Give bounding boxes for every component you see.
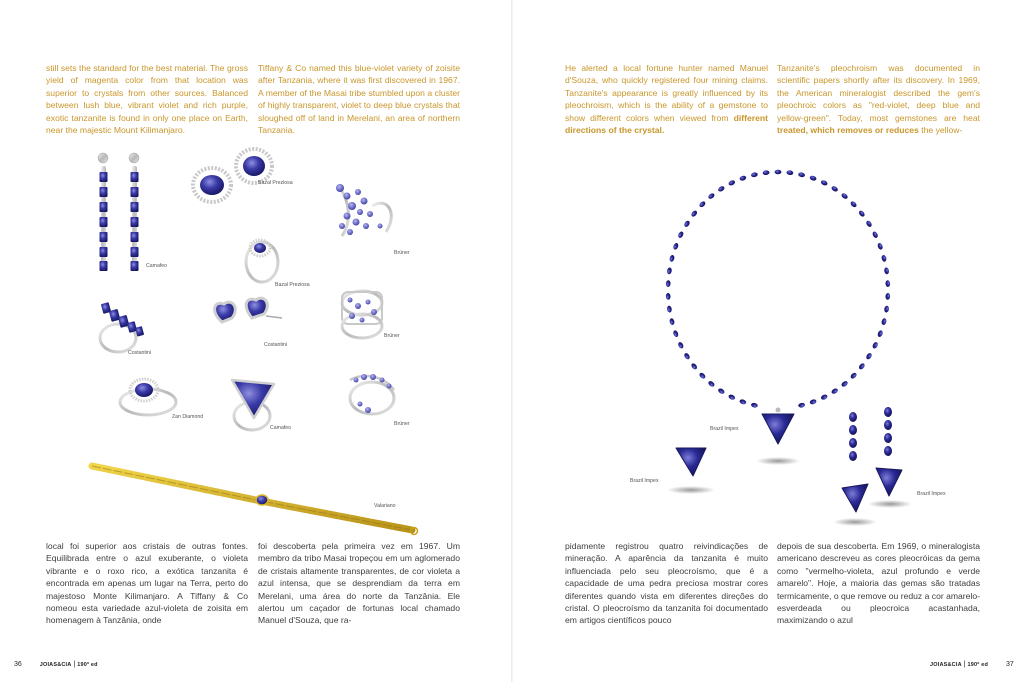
caption-earrings-long: Camafeo	[146, 263, 168, 269]
caption-ring-halo: Bazal Preziosa	[275, 282, 310, 288]
caption-heart-studs: Costantini	[264, 342, 288, 348]
necklace-bead	[698, 372, 706, 380]
caption-ring-wide: Brüner	[384, 333, 400, 339]
left-en-column-1: still sets the standard for the best material. The gross yield of magenta color from that location was superior to crystals from other sources. Balanced between lush blue, vibrant violet and rich purple, exotic tanzanite is found in only one place on Earth, near the majestic Mount Kilimanjaro.	[46, 63, 248, 136]
right-folio-magazine: JOIAS&CIA	[930, 662, 962, 668]
necklace-bead	[728, 394, 736, 401]
loose-trillion-left	[667, 448, 715, 494]
caption-loose-right: Brazil Impex	[917, 491, 946, 497]
left-page-number: 36	[14, 661, 22, 668]
necklace-bead	[667, 305, 673, 312]
necklace-bead	[669, 255, 675, 263]
pendant-bail	[776, 408, 781, 413]
necklace-bead	[677, 341, 684, 349]
right-page-number: 37	[1005, 661, 1014, 668]
necklace-bead	[820, 179, 828, 186]
caption-wrap-ring: Brüner	[394, 421, 410, 427]
necklace-bead	[865, 220, 873, 228]
necklace-bead	[841, 380, 849, 388]
drop-earring-left	[833, 412, 877, 526]
left-folio-issue: 190ª ed	[77, 662, 98, 668]
necklace-bead	[707, 192, 715, 200]
caption-bracelet: Valariano	[374, 503, 396, 509]
left-pt-column-1: local foi superior aos cristais de outras fontes. Equilibrada entre o azul exuberante, o violeta vibrante e o roxo rico, a exótica tanzanita é encontrada em apenas um lugar na Terra, perto do majestoso Monte Kilimanjaro. A Tiffany & Co nomeou esta variedade azul-violeta de zoisita em homenagem à Tanzânia, onde	[46, 541, 248, 626]
necklace-bead	[717, 387, 725, 394]
necklace-bead	[690, 210, 698, 218]
right-folio-issue: 190ª ed	[967, 662, 989, 668]
necklace-bead	[762, 170, 769, 175]
necklace-bead	[798, 172, 806, 178]
caption-studs: Bazal Preziosa	[258, 180, 293, 186]
necklace-bead	[858, 362, 866, 370]
necklace-bead	[884, 267, 890, 274]
right-en-col1-bold: different directions of the crystal.	[565, 112, 768, 136]
necklace-bead	[775, 170, 782, 175]
left-folio-magazine: JOIAS&CIA	[39, 662, 72, 668]
necklace-bead	[884, 305, 890, 312]
necklace-bead	[698, 200, 706, 208]
necklace-bead	[669, 318, 675, 326]
necklace-bead	[850, 372, 858, 380]
necklace-bead	[809, 399, 817, 406]
necklace-bead	[831, 387, 839, 394]
necklace-bead	[739, 175, 747, 182]
necklace-bead	[707, 380, 715, 388]
necklace-bead	[872, 231, 879, 239]
necklace-bead	[683, 352, 691, 360]
right-en-col2-text: Tanzanite's pleochroism was documented in scientific papers shortly after its discovery. In 1969, the American mineralogist described the gem's pleochroic colors as "red-violet, deep blue and yellow-green". Today, most gemstones are heat	[777, 63, 980, 123]
necklace-bead	[881, 318, 887, 326]
left-folio-separator: |	[73, 661, 76, 668]
necklace-bead	[751, 172, 759, 178]
right-en-col1-text: He alerted a local fortune hunter named Manuel d'Souza, who quickly registered four mining claims. Tanzanite's appearance is greatly influenced by its pleochroism, which is the ability of a gemstone to show different colors when viewed from	[565, 63, 768, 123]
necklace-bead	[672, 330, 679, 338]
necklace-bead	[885, 280, 890, 287]
necklace-bead	[728, 179, 736, 186]
necklace-bead	[885, 293, 890, 300]
necklace-bead	[683, 220, 691, 228]
right-en-col2-bold: treated, which removes or reduces	[777, 125, 919, 136]
necklace-bead	[877, 330, 884, 338]
caption-ring-oval: Zan Diamond	[172, 414, 204, 420]
necklace-bead	[877, 242, 884, 250]
necklace-bead	[820, 394, 828, 401]
left-en-column-2: Tiffany & Co named this blue-violet variety of zoisite after Tanzania, where it was first discovered in 1967. A member of the Masai tribe stumbled upon a cluster of highly transparent, violet to deep blue crystals that sloughed off of land in Merelani, an area of northern Tanzania.	[258, 63, 460, 136]
right-pt-column-1: pidamente registrou quatro reivindicações de mineração. A aparência da tanzanita é muito influenciada pelo seu pleocroísmo, que é a capacidade de uma pedra preciosa mostrar cores diferentes quando vista em diferentes direções do cristal. O pleocroísmo da tanzanita foi documentado em artigos científicos pouco	[565, 541, 768, 626]
necklace-bead	[751, 402, 759, 408]
necklace-bead	[865, 352, 873, 360]
necklace-bead	[677, 231, 684, 239]
necklace-bead	[672, 242, 679, 250]
necklace-bead	[666, 280, 671, 287]
necklace-bead	[841, 192, 849, 200]
necklace-bead	[881, 255, 887, 263]
necklace-bead	[809, 175, 817, 182]
necklace-bead	[850, 200, 858, 208]
left-folio	[14, 661, 98, 668]
tanzanite-necklace	[666, 170, 891, 413]
drop-earring-right	[868, 407, 912, 508]
necklace-bead	[717, 185, 725, 192]
right-folio	[930, 661, 1014, 668]
necklace-bead	[858, 210, 866, 218]
necklace-bead	[690, 362, 698, 370]
right-en-col2-tail: the yellow-	[918, 125, 963, 136]
necklace-bead	[666, 293, 671, 300]
necklace-bead	[872, 341, 879, 349]
caption-cuff: Brüner	[394, 250, 410, 256]
caption-loose-left: Brazil Impex	[630, 478, 659, 484]
necklace-pendant	[756, 414, 800, 465]
caption-ring-five: Costantini	[128, 350, 152, 356]
right-pt-column-2: depois de sua descoberta. Em 1969, o mineralogista americano descreveu as cores pleocróicas da gema como "vermelho-violeta, azul profundo e verde amarelo". Hoje, a maioria das gemas são tratadas termicamente, o que remove ou reduz a cor amarelo-esverdeada ou pleocroica acastanhada, maximizando o azul	[777, 541, 981, 626]
right-folio-separator: |	[963, 661, 966, 668]
necklace-bead	[739, 399, 747, 406]
necklace-bead	[786, 170, 793, 175]
left-pt-column-2: foi descoberta pela primeira vez em 1967. Um membro da tribo Masai tropeçou em um aglomerado de cristais altamente transparentes, de cor violeta a azul intensa, que se desprendiam da terra em Merelani, uma área do norte da Tanzânia. Ele alertou um caçador de fortunas local chamado Manuel d'Souza, que ra-	[258, 541, 460, 626]
necklace-bead	[667, 267, 673, 274]
caption-necklace: Brazil Impex	[710, 426, 739, 432]
caption-trillion-ring: Camafeo	[270, 425, 292, 431]
necklace-bead	[831, 185, 839, 192]
necklace-bead	[798, 402, 806, 408]
